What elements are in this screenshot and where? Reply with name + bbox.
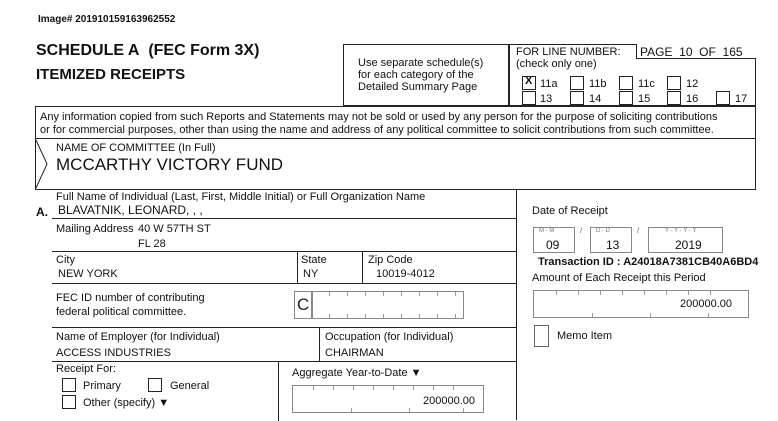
occupation-value: CHAIRMAN xyxy=(325,347,384,359)
date-separator-2: / xyxy=(637,226,640,235)
primary-label: Primary xyxy=(83,380,121,392)
transaction-id-label: Transaction ID : xyxy=(538,256,621,268)
section-letter: A. xyxy=(36,205,48,219)
other-checkbox[interactable] xyxy=(62,395,76,409)
line-11b-checkbox[interactable] xyxy=(570,76,584,90)
day-hint: D - D xyxy=(596,228,610,234)
receipt-day: 13 xyxy=(606,238,620,252)
line-12-label: 12 xyxy=(686,78,699,90)
line-number-check-label: (check only one) xyxy=(516,58,597,70)
state-value: NY xyxy=(303,268,319,280)
address-underline xyxy=(52,251,516,252)
line-17-checkbox[interactable] xyxy=(716,91,730,105)
memo-label: Memo Item xyxy=(557,330,613,342)
amount-value: 200000.00 xyxy=(680,298,732,310)
section-divider xyxy=(516,190,517,420)
line-11a-label: 11a xyxy=(540,78,558,90)
employer-label: Name of Employer (for Individual) xyxy=(56,331,220,343)
city-label: City xyxy=(56,254,75,266)
line-16-checkbox[interactable] xyxy=(667,91,681,105)
aggregate-value: 200000.00 xyxy=(423,395,475,407)
date-separator-1: / xyxy=(580,226,583,235)
committee-chevron-icon xyxy=(35,138,49,190)
line-17-label: 17 xyxy=(735,93,748,105)
month-hint: M - M xyxy=(539,228,555,234)
aggregate-label-text: Aggregate Year-to-Date xyxy=(292,367,408,379)
committee-label: NAME OF COMMITTEE (In Full) xyxy=(56,142,216,154)
contributor-name: BLAVATNIK, LEONARD, , , xyxy=(58,203,203,217)
primary-checkbox[interactable] xyxy=(62,378,76,392)
fec-id-prefix-box xyxy=(294,291,312,319)
line-13-checkbox[interactable] xyxy=(522,91,536,105)
instructions-line-3: Detailed Summary Page xyxy=(358,81,478,93)
city-state-divider xyxy=(297,251,298,283)
schedule-form: (FEC Form 3X) xyxy=(148,42,260,59)
transaction-id-value: A24018A7381CB40A6BD4 xyxy=(623,256,759,268)
line-12-checkbox[interactable] xyxy=(667,76,681,90)
contributor-name-label: Full Name of Individual (Last, First, Middle Initial) or Full Organization Name xyxy=(56,191,426,203)
memo-checkbox[interactable] xyxy=(534,325,549,347)
receipt-aggregate-divider xyxy=(278,361,279,421)
other-label-text: Other (specify) xyxy=(83,397,156,409)
line-14-checkbox[interactable] xyxy=(570,91,584,105)
aggregate-label xyxy=(292,367,422,379)
general-label: General xyxy=(170,380,210,392)
line-11a-checkbox[interactable] xyxy=(522,76,536,90)
aggregate-arrow-icon: ▼ xyxy=(410,367,422,379)
line-11c-checkbox[interactable] xyxy=(619,76,633,90)
other-label xyxy=(83,397,169,409)
instructions-line-2: for each category of the xyxy=(358,69,474,81)
notice-line-1: Any information copied from such Reports and Statements may not be sold or used by any person for the purpose of soliciting contributions xyxy=(40,111,718,123)
notice-text xyxy=(40,111,752,137)
zip-value: 10019-4012 xyxy=(376,268,435,280)
notice-line-2: or for commercial purposes, other than using the name and address of any political committee to solicit contributions from such committee. xyxy=(40,124,714,136)
city-value: NEW YORK xyxy=(58,268,118,280)
general-checkbox[interactable] xyxy=(148,378,162,392)
page-current: 10 xyxy=(679,45,693,59)
line-16-label: 16 xyxy=(686,93,699,105)
line-15-label: 15 xyxy=(638,93,651,105)
state-zip-divider xyxy=(362,251,363,283)
page-indicator xyxy=(640,45,743,59)
line-15-checkbox[interactable] xyxy=(619,91,633,105)
address-line-1: 40 W 57TH ST xyxy=(138,223,211,235)
city-underline xyxy=(52,283,516,284)
name-underline xyxy=(52,218,516,219)
aggregate-input[interactable] xyxy=(292,385,484,413)
other-dropdown-arrow-icon[interactable]: ▼ xyxy=(158,397,170,409)
fec-id-prefix: C xyxy=(297,295,310,314)
fec-id-label-1: FEC ID number of contributing xyxy=(56,292,205,304)
instructions-text xyxy=(358,57,483,93)
notice-divider xyxy=(35,138,756,139)
transaction-id xyxy=(538,256,758,268)
schedule-subtitle: ITEMIZED RECEIPTS xyxy=(36,66,186,83)
year-hint: Y - Y - Y - Y xyxy=(665,228,697,234)
line-number-label: FOR LINE NUMBER: xyxy=(516,46,621,58)
fec-underline xyxy=(52,327,516,328)
address-line-2: FL 28 xyxy=(138,238,166,250)
checked-mark-icon: X xyxy=(525,75,533,87)
line-14-label: 14 xyxy=(589,93,602,105)
committee-name: MCCARTHY VICTORY FUND xyxy=(56,155,284,174)
mailing-address-label: Mailing Address xyxy=(56,223,134,235)
line-11b-label: 11b xyxy=(589,78,607,90)
schedule-title xyxy=(36,42,259,60)
page-of-label: OF xyxy=(699,45,716,59)
receipt-month: 09 xyxy=(546,238,560,252)
image-id: Image# 201910159163962552 xyxy=(38,14,176,25)
receipt-month-input[interactable] xyxy=(533,227,575,253)
page-label: PAGE xyxy=(640,45,673,59)
instructions-line-1: Use separate schedule(s) xyxy=(358,57,484,69)
receipt-year: 2019 xyxy=(675,238,702,252)
zip-label: Zip Code xyxy=(368,254,413,266)
line-11c-label: 11c xyxy=(638,78,655,90)
receipt-for-label: Receipt For: xyxy=(56,363,116,375)
employer-underline xyxy=(52,361,516,362)
amount-label: Amount of Each Receipt this Period xyxy=(532,272,706,284)
employer-value: ACCESS INDUSTRIES xyxy=(56,347,171,359)
occupation-label: Occupation (for Individual) xyxy=(325,331,454,343)
amount-input[interactable] xyxy=(533,290,749,318)
state-label: State xyxy=(301,254,327,266)
line-13-label: 13 xyxy=(540,93,553,105)
receipt-day-input[interactable] xyxy=(590,227,632,253)
receipt-year-input[interactable] xyxy=(648,227,723,253)
fec-id-input[interactable] xyxy=(312,291,464,319)
schedule-label: SCHEDULE A xyxy=(36,42,140,59)
fec-id-label-2: federal political committee. xyxy=(56,306,187,318)
date-of-receipt-label: Date of Receipt xyxy=(532,205,608,217)
page-total: 165 xyxy=(722,45,743,59)
employer-occupation-divider xyxy=(319,327,320,361)
